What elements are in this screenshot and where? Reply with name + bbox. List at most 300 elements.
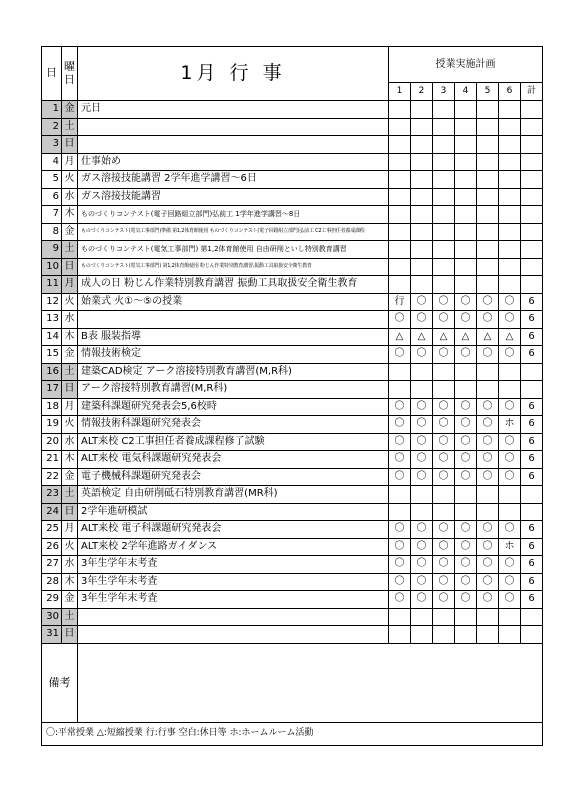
period-mark [477,608,499,626]
day-number: 4 [42,153,62,171]
period-mark [389,276,411,294]
day-number: 20 [42,433,62,451]
period-mark [499,381,521,399]
day-number: 6 [42,188,62,206]
period-mark: 〇 [389,538,411,556]
period-mark [433,363,455,381]
period-total: 6 [521,538,543,556]
weekday: 月 [62,521,78,539]
period-mark [411,626,433,644]
period-mark [411,608,433,626]
period-mark: 〇 [389,346,411,364]
day-row [42,398,543,416]
day-row [42,206,543,224]
period-mark [411,486,433,504]
period-mark [499,486,521,504]
total-header: 計 [521,83,543,101]
lesson-plan-header: 授業実施計画 [389,47,543,83]
period-mark [455,276,477,294]
period-mark: 〇 [455,468,477,486]
event-text: ALT来校 2学年進路ガイダンス [78,538,389,556]
period-mark: 〇 [455,591,477,609]
day-row [42,328,543,346]
day-row [42,241,543,259]
day-row [42,188,543,206]
period-mark [499,276,521,294]
weekday: 火 [62,293,78,311]
day-number: 25 [42,521,62,539]
day-number: 29 [42,591,62,609]
period-mark: ホ [499,538,521,556]
period-header: 4 [455,83,477,101]
period-mark: 〇 [499,468,521,486]
weekday: 金 [62,101,78,119]
period-mark: 〇 [499,311,521,329]
event-text: 始業式 火①～⑤の授業 [78,293,389,311]
period-header: 2 [411,83,433,101]
day-number: 23 [42,486,62,504]
period-mark: 〇 [433,538,455,556]
period-mark [433,608,455,626]
period-mark [499,608,521,626]
period-mark: 〇 [499,433,521,451]
period-mark [477,626,499,644]
day-number: 15 [42,346,62,364]
event-text: ものづくりコンテスト(電気工事部門) 第1,2体育館使用 粉じん作業特別教育講習,振動工具取扱安全衛生教育 [78,258,389,276]
period-mark [499,171,521,189]
event-text [78,311,389,329]
event-text: ものづくりコンテスト(電気工事部門) 第1,2体育館使用 自由研削といし特別教育講習 [78,241,389,259]
period-mark [433,136,455,154]
event-text: ALT来校 電子科課題研究発表会 [78,521,389,539]
weekday: 日 [62,503,78,521]
period-mark: ホ [499,416,521,434]
period-total: 6 [521,573,543,591]
day-row [42,153,543,171]
period-mark [389,486,411,504]
day-number: 30 [42,608,62,626]
period-mark: △ [455,328,477,346]
period-mark: 〇 [455,573,477,591]
period-mark [477,276,499,294]
period-mark: 〇 [499,521,521,539]
period-mark [411,276,433,294]
period-mark [477,258,499,276]
period-mark: △ [477,328,499,346]
period-mark: 〇 [389,573,411,591]
period-mark: 〇 [477,573,499,591]
period-mark: 〇 [433,293,455,311]
period-mark [411,503,433,521]
day-number: 10 [42,258,62,276]
period-mark [455,153,477,171]
period-header: 3 [433,83,455,101]
period-mark: 〇 [411,556,433,574]
period-mark: 〇 [499,346,521,364]
period-mark: 〇 [477,521,499,539]
period-total [521,503,543,521]
period-mark [411,136,433,154]
period-total: 6 [521,521,543,539]
period-total: 6 [521,433,543,451]
period-mark [433,153,455,171]
day-number: 17 [42,381,62,399]
event-text: 3年生学年末考査 [78,573,389,591]
period-mark [477,241,499,259]
weekday: 木 [62,573,78,591]
day-row [42,258,543,276]
weekday: 日 [62,626,78,644]
weekday: 土 [62,118,78,136]
period-mark [411,241,433,259]
period-mark: 〇 [477,556,499,574]
weekday: 火 [62,171,78,189]
period-mark: 〇 [477,416,499,434]
period-mark: 〇 [477,346,499,364]
period-mark [455,608,477,626]
period-mark [477,136,499,154]
day-row [42,538,543,556]
period-mark: 〇 [389,591,411,609]
period-mark: 〇 [455,398,477,416]
day-number: 16 [42,363,62,381]
period-mark [455,258,477,276]
period-mark [389,136,411,154]
period-mark [389,363,411,381]
period-total: 6 [521,293,543,311]
period-mark [477,503,499,521]
period-mark: 〇 [455,433,477,451]
period-total [521,276,543,294]
period-mark [455,381,477,399]
period-total: 6 [521,556,543,574]
day-number: 27 [42,556,62,574]
event-text: 電子機械科課題研究発表会 [78,468,389,486]
period-mark: 〇 [389,398,411,416]
period-total: 6 [521,451,543,469]
period-mark: △ [411,328,433,346]
period-mark [455,206,477,224]
event-text: 3年生学年末考査 [78,591,389,609]
day-number: 13 [42,311,62,329]
period-mark: 〇 [455,451,477,469]
event-text: 3年生学年末考査 [78,556,389,574]
period-mark: 〇 [477,538,499,556]
day-row [42,363,543,381]
weekday: 土 [62,486,78,504]
period-mark: 〇 [499,556,521,574]
period-mark [389,381,411,399]
day-row [42,556,543,574]
day-row [42,591,543,609]
period-mark [433,486,455,504]
event-text: 情報技術検定 [78,346,389,364]
period-mark: 〇 [433,398,455,416]
period-mark [477,118,499,136]
weekday: 月 [62,153,78,171]
period-mark [389,153,411,171]
period-total [521,258,543,276]
period-mark [499,503,521,521]
period-mark [389,171,411,189]
period-mark [389,188,411,206]
weekday: 金 [62,591,78,609]
period-mark: 〇 [389,416,411,434]
weekday: 火 [62,538,78,556]
weekday: 日 [62,258,78,276]
page-title: 1月 行 事 [78,47,389,101]
weekday: 土 [62,363,78,381]
day-number: 21 [42,451,62,469]
event-text [78,118,389,136]
period-mark [455,101,477,119]
period-mark [455,363,477,381]
period-total [521,118,543,136]
day-number: 26 [42,538,62,556]
period-mark [499,626,521,644]
day-row [42,381,543,399]
event-text: 成人の日 粉じん作業特別教育講習 振動工具取扱安全衛生教育 [78,276,389,294]
period-mark [499,206,521,224]
weekday-column-header: 曜日 [62,47,78,101]
day-row [42,346,543,364]
period-mark [433,503,455,521]
period-mark [433,258,455,276]
weekday: 火 [62,416,78,434]
day-row [42,223,543,241]
period-mark [499,136,521,154]
period-mark: 〇 [499,451,521,469]
event-text: ALT来校 電気科課題研究発表会 [78,451,389,469]
day-number: 1 [42,101,62,119]
weekday: 水 [62,433,78,451]
event-text: 情報技術科課題研究発表会 [78,416,389,434]
day-number: 19 [42,416,62,434]
period-mark: 〇 [411,573,433,591]
day-number: 28 [42,573,62,591]
period-mark: 〇 [499,398,521,416]
weekday: 金 [62,346,78,364]
period-mark: 〇 [455,416,477,434]
day-row [42,293,543,311]
event-text: ものづくりコンテスト(電気工事部門)準備 第1,2体育館使用 ものづくりコンテスト(電子回路組立部門)弘前工 C2工事担任者養成課程 [78,223,389,241]
period-mark: △ [433,328,455,346]
event-text: B表 服装指導 [78,328,389,346]
weekday: 水 [62,188,78,206]
period-mark [455,223,477,241]
period-total [521,223,543,241]
period-mark [499,363,521,381]
period-total: 6 [521,346,543,364]
weekday: 金 [62,223,78,241]
period-mark [455,503,477,521]
period-mark [433,241,455,259]
period-mark: 〇 [389,451,411,469]
event-text [78,136,389,154]
period-mark: 〇 [477,311,499,329]
day-row [42,468,543,486]
period-mark: 〇 [477,293,499,311]
period-total: 6 [521,311,543,329]
period-mark [389,118,411,136]
period-mark: 〇 [411,468,433,486]
period-mark [411,188,433,206]
period-mark: 〇 [389,556,411,574]
period-mark: 〇 [411,346,433,364]
period-mark [411,363,433,381]
period-mark [411,101,433,119]
period-mark: 〇 [433,451,455,469]
day-row [42,503,543,521]
period-mark [433,188,455,206]
day-row [42,521,543,539]
period-mark: 〇 [389,311,411,329]
event-text: 建築CAD検定 アーク溶接特別教育講習(M,R科) [78,363,389,381]
event-text: ALT来校 C2工事担任者養成課程修了試験 [78,433,389,451]
period-mark [411,171,433,189]
period-mark [433,206,455,224]
period-mark [477,206,499,224]
period-total: 6 [521,328,543,346]
period-mark [389,101,411,119]
notes-row [42,643,543,722]
period-mark [433,626,455,644]
period-mark [433,101,455,119]
period-mark [455,486,477,504]
period-mark [477,381,499,399]
period-mark [389,223,411,241]
period-total: 6 [521,398,543,416]
event-text: 元日 [78,101,389,119]
day-row [42,118,543,136]
day-number: 14 [42,328,62,346]
period-mark [411,153,433,171]
period-total [521,241,543,259]
period-mark [477,223,499,241]
day-row [42,573,543,591]
period-mark: 〇 [499,591,521,609]
day-number: 18 [42,398,62,416]
day-number: 31 [42,626,62,644]
period-mark: 〇 [433,521,455,539]
event-text: ガス溶接技能講習 2学年進学講習～6日 [78,171,389,189]
day-number: 8 [42,223,62,241]
day-row [42,608,543,626]
period-mark [389,608,411,626]
period-total [521,101,543,119]
period-header: 6 [499,83,521,101]
event-text [78,608,389,626]
period-mark: 〇 [389,521,411,539]
period-mark: 〇 [411,398,433,416]
period-mark [477,188,499,206]
day-number: 22 [42,468,62,486]
day-row [42,626,543,644]
legend-row [42,722,543,745]
period-mark [411,206,433,224]
day-row [42,433,543,451]
day-number: 7 [42,206,62,224]
weekday: 水 [62,311,78,329]
period-mark: 行 [389,293,411,311]
weekday: 木 [62,206,78,224]
period-total [521,363,543,381]
period-mark [499,118,521,136]
period-total [521,626,543,644]
day-row [42,486,543,504]
period-mark [411,118,433,136]
period-mark [433,276,455,294]
event-text: 2学年進研模試 [78,503,389,521]
period-mark: 〇 [455,346,477,364]
period-mark: 〇 [455,293,477,311]
period-total: 6 [521,468,543,486]
period-total: 6 [521,591,543,609]
period-mark: 〇 [411,311,433,329]
period-mark: 〇 [411,591,433,609]
period-mark [433,118,455,136]
period-total [521,608,543,626]
weekday: 金 [62,468,78,486]
period-mark: △ [389,328,411,346]
period-total: 6 [521,416,543,434]
period-mark: 〇 [433,311,455,329]
day-row [42,451,543,469]
event-text: ものづくりコンテスト(電子回路組立部門)弘前工 1学年進学講習～8日 [78,206,389,224]
period-mark [477,363,499,381]
period-mark [411,258,433,276]
weekday: 月 [62,276,78,294]
day-row [42,311,543,329]
period-mark [499,223,521,241]
day-number: 5 [42,171,62,189]
period-total [521,153,543,171]
period-mark [477,153,499,171]
period-mark: 〇 [411,451,433,469]
period-mark [477,486,499,504]
period-mark: 〇 [389,433,411,451]
day-number: 2 [42,118,62,136]
notes-area [78,643,543,722]
period-mark: 〇 [411,521,433,539]
period-mark: 〇 [455,556,477,574]
period-mark: 〇 [389,468,411,486]
weekday: 土 [62,608,78,626]
period-mark [411,381,433,399]
period-mark [455,171,477,189]
period-mark [499,258,521,276]
period-mark: 〇 [455,538,477,556]
day-row [42,276,543,294]
event-text [78,626,389,644]
event-text: アーク溶接特別教育講習(M,R科) [78,381,389,399]
day-row [42,101,543,119]
period-mark [499,153,521,171]
notes-label: 備考 [42,643,78,722]
period-mark [455,241,477,259]
period-mark: 〇 [499,293,521,311]
period-mark [499,188,521,206]
period-mark [477,171,499,189]
period-total [521,206,543,224]
period-mark: 〇 [455,521,477,539]
period-mark [455,118,477,136]
period-total [521,486,543,504]
period-mark: 〇 [433,416,455,434]
period-mark [433,223,455,241]
day-number: 11 [42,276,62,294]
period-mark: 〇 [411,433,433,451]
